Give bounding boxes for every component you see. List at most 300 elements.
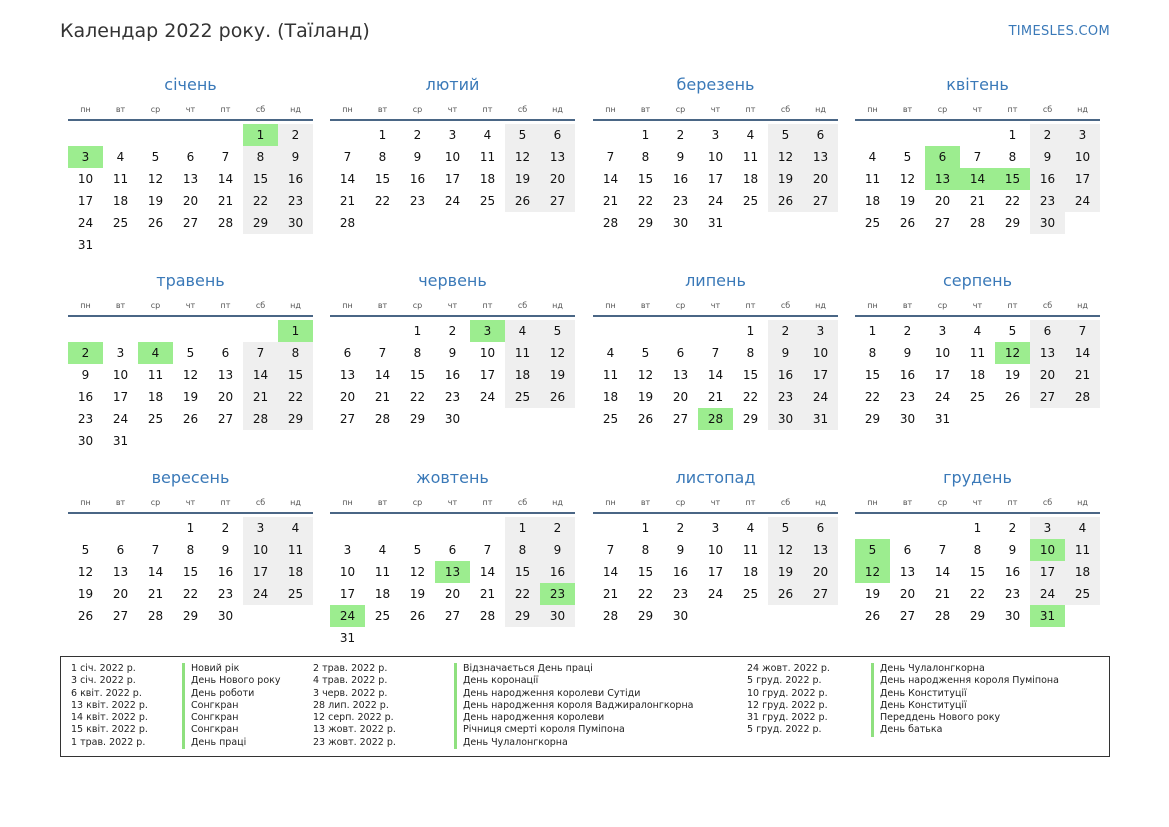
day-cell: 28 (969, 216, 986, 230)
weekday-label: нд (290, 104, 301, 114)
day-cell: 31 (803, 408, 838, 430)
month-name: грудень (943, 468, 1012, 487)
day-cell: 21 (934, 587, 951, 601)
day-cell: 15 (637, 172, 654, 186)
weekday-label: ср (412, 104, 423, 114)
day-cell: 18 (1065, 561, 1100, 583)
day-cell: 30 (1030, 212, 1065, 234)
day-cell: 17 (243, 561, 278, 583)
weekday-label: пт (1007, 497, 1018, 507)
day-cell: 25 (479, 194, 496, 208)
weekday-label: чт (185, 497, 196, 507)
legend-holiday-name: День коронації (454, 675, 694, 687)
holiday-legend (60, 656, 1110, 757)
day-cell: 25 (742, 194, 759, 208)
day-cell: 22 (409, 390, 426, 404)
day-cell: 30 (899, 412, 916, 426)
day-cell: 25 (147, 412, 164, 426)
weekday-label: чт (972, 300, 983, 310)
day-grid (330, 517, 575, 649)
day-cell: 16 (540, 561, 575, 583)
day-cell: 21 (1065, 364, 1100, 386)
legend-holiday-name: Новий рік (182, 663, 281, 675)
day-cell: 5 (768, 124, 803, 146)
weekday-label: ср (150, 300, 161, 310)
day-cell: 27 (444, 609, 461, 623)
legend-date: 12 серп. 2022 р. (313, 712, 394, 724)
day-cell: 29 (969, 609, 986, 623)
weekday-label: вт (115, 104, 126, 114)
day-cell: 28 (243, 408, 278, 430)
legend-holiday-name: День батька (871, 724, 1059, 736)
day-cell: 30 (444, 412, 461, 426)
day-cell: 30 (1004, 609, 1021, 623)
weekday-header (330, 295, 575, 317)
day-cell: 29 (409, 412, 426, 426)
month-name: квітень (946, 75, 1009, 94)
weekday-label: чт (447, 497, 458, 507)
weekday-header (330, 492, 575, 514)
day-cell: 19 (637, 390, 654, 404)
day-cell: 23 (1004, 587, 1021, 601)
day-cell: 15 (969, 565, 986, 579)
day-grid (68, 320, 313, 452)
weekday-label: пт (745, 497, 756, 507)
day-cell: 27 (899, 609, 916, 623)
day-cell: 14 (217, 172, 234, 186)
weekday-label: пн (342, 300, 353, 310)
day-cell: 3 (116, 346, 125, 360)
day-cell: 16 (217, 565, 234, 579)
holiday-day-cell: 15 (995, 168, 1030, 190)
day-cell: 9 (1030, 146, 1065, 168)
day-cell: 9 (1008, 543, 1017, 557)
day-cell: 10 (1065, 146, 1100, 168)
day-cell: 3 (711, 521, 720, 535)
day-cell: 21 (339, 194, 356, 208)
day-grid (68, 517, 313, 627)
holiday-day-cell: 1 (243, 124, 278, 146)
day-cell: 14 (602, 565, 619, 579)
day-cell: 4 (606, 346, 615, 360)
legend-date: 28 лип. 2022 р. (313, 699, 389, 711)
day-cell: 15 (182, 565, 199, 579)
day-cell: 14 (339, 172, 356, 186)
day-cell: 11 (374, 565, 391, 579)
day-cell: 29 (864, 412, 881, 426)
month-block (593, 71, 838, 234)
day-cell: 20 (803, 561, 838, 583)
day-cell: 18 (742, 172, 759, 186)
day-cell: 27 (339, 412, 356, 426)
weekday-label: ср (937, 300, 948, 310)
day-cell: 26 (77, 609, 94, 623)
month-block (68, 71, 313, 256)
day-cell: 16 (768, 364, 803, 386)
holiday-day-cell: 28 (698, 408, 733, 430)
day-cell: 30 (217, 609, 234, 623)
day-cell: 23 (409, 194, 426, 208)
day-cell: 22 (864, 390, 881, 404)
month-name: жовтень (416, 468, 489, 487)
day-cell: 16 (1030, 168, 1065, 190)
day-cell: 30 (768, 408, 803, 430)
day-cell: 12 (768, 146, 803, 168)
day-cell: 4 (505, 320, 540, 342)
day-cell: 31 (339, 631, 356, 645)
legend-holiday-name: Сонгкран (182, 724, 281, 736)
day-cell: 13 (540, 146, 575, 168)
site-link[interactable]: TIMESLES.COM (1008, 24, 1110, 39)
day-cell: 8 (1008, 150, 1017, 164)
day-cell: 7 (343, 150, 352, 164)
weekday-label: чт (710, 104, 721, 114)
day-cell: 21 (243, 386, 278, 408)
day-cell: 14 (707, 368, 724, 382)
day-cell: 21 (217, 194, 234, 208)
day-cell: 23 (1030, 190, 1065, 212)
day-cell: 9 (278, 146, 313, 168)
day-cell: 10 (479, 346, 496, 360)
day-cell: 20 (182, 194, 199, 208)
weekday-label: пт (745, 104, 756, 114)
legend-date: 13 квіт. 2022 р. (71, 699, 148, 711)
legend-date: 1 січ. 2022 р. (71, 663, 136, 674)
weekday-label: чт (710, 300, 721, 310)
legend-holiday-name: Сонгкран (182, 712, 281, 724)
weekday-label: вт (902, 300, 913, 310)
day-cell: 16 (409, 172, 426, 186)
day-cell: 29 (637, 216, 654, 230)
holiday-day-cell: 2 (68, 342, 103, 364)
day-grid (855, 517, 1100, 627)
day-cell: 26 (409, 609, 426, 623)
day-cell: 18 (602, 390, 619, 404)
weekday-label: вт (902, 497, 913, 507)
weekday-header (593, 492, 838, 514)
day-cell: 16 (1004, 565, 1021, 579)
day-cell: 25 (505, 386, 540, 408)
weekday-label: вт (640, 300, 651, 310)
weekday-label: нд (1077, 104, 1088, 114)
holiday-day-cell: 3 (68, 146, 103, 168)
weekday-label: нд (815, 300, 826, 310)
day-cell: 18 (742, 565, 759, 579)
day-cell: 1 (505, 517, 540, 539)
day-cell: 23 (77, 412, 94, 426)
weekday-label: пн (80, 104, 91, 114)
day-cell: 24 (934, 390, 951, 404)
day-cell: 30 (540, 605, 575, 627)
weekday-header (855, 99, 1100, 121)
day-cell: 13 (339, 368, 356, 382)
legend-dates-column (747, 663, 830, 737)
day-cell: 5 (1008, 324, 1017, 338)
day-cell: 4 (378, 543, 387, 557)
day-cell: 26 (768, 190, 803, 212)
weekday-label: пн (605, 104, 616, 114)
weekday-label: пт (220, 497, 231, 507)
day-cell: 28 (147, 609, 164, 623)
weekday-label: пт (482, 104, 493, 114)
day-cell: 10 (77, 172, 94, 186)
legend-date: 6 квіт. 2022 р. (71, 687, 142, 699)
legend-holiday-name: День роботи (182, 688, 281, 700)
legend-holiday-name: День народження королеви (454, 712, 694, 724)
weekday-header (68, 99, 313, 121)
weekday-header (68, 492, 313, 514)
day-cell: 13 (803, 539, 838, 561)
day-cell: 17 (112, 390, 129, 404)
day-cell: 20 (444, 587, 461, 601)
day-cell: 6 (903, 543, 912, 557)
month-block (855, 71, 1100, 234)
day-cell: 17 (1065, 168, 1100, 190)
day-cell: 27 (672, 412, 689, 426)
day-cell: 20 (803, 168, 838, 190)
day-cell: 5 (81, 543, 90, 557)
day-cell: 16 (278, 168, 313, 190)
holiday-day-cell: 31 (1030, 605, 1065, 627)
day-cell: 27 (803, 190, 838, 212)
day-cell: 4 (483, 128, 492, 142)
legend-date: 15 квіт. 2022 р. (71, 724, 148, 736)
day-cell: 28 (374, 412, 391, 426)
day-cell: 11 (147, 368, 164, 382)
day-cell: 23 (899, 390, 916, 404)
month-block (330, 464, 575, 649)
month-block (330, 71, 575, 234)
day-cell: 15 (278, 364, 313, 386)
day-cell: 23 (217, 587, 234, 601)
day-cell: 14 (147, 565, 164, 579)
day-cell: 5 (186, 346, 195, 360)
day-cell: 13 (803, 146, 838, 168)
day-cell: 29 (1004, 216, 1021, 230)
weekday-label: пн (867, 497, 878, 507)
day-cell: 5 (151, 150, 160, 164)
day-cell: 25 (742, 587, 759, 601)
day-cell: 14 (243, 364, 278, 386)
day-cell: 8 (186, 543, 195, 557)
day-cell: 20 (112, 587, 129, 601)
legend-date: 2 трав. 2022 р. (313, 663, 388, 674)
day-cell: 17 (707, 565, 724, 579)
weekday-header (855, 492, 1100, 514)
month-name: вересень (151, 468, 230, 487)
day-cell: 24 (707, 587, 724, 601)
weekday-label: сб (517, 104, 528, 114)
legend-holiday-name: День Конституції (871, 700, 1059, 712)
day-cell: 13 (217, 368, 234, 382)
holiday-day-cell: 23 (540, 583, 575, 605)
day-cell: 25 (278, 583, 313, 605)
day-cell: 23 (768, 386, 803, 408)
legend-date: 10 груд. 2022 р. (747, 687, 828, 699)
day-cell: 20 (217, 390, 234, 404)
day-cell: 11 (479, 150, 496, 164)
day-cell: 15 (864, 368, 881, 382)
day-cell: 13 (182, 172, 199, 186)
day-cell: 19 (768, 561, 803, 583)
day-cell: 2 (768, 320, 803, 342)
weekday-label: нд (552, 300, 563, 310)
day-cell: 3 (938, 324, 947, 338)
day-cell: 7 (243, 342, 278, 364)
weekday-header (593, 99, 838, 121)
day-cell: 21 (374, 390, 391, 404)
day-cell: 19 (147, 194, 164, 208)
weekday-label: сб (517, 497, 528, 507)
weekday-label: сб (255, 300, 266, 310)
day-cell: 11 (602, 368, 619, 382)
day-cell: 3 (1065, 124, 1100, 146)
day-cell: 6 (116, 543, 125, 557)
day-cell: 18 (147, 390, 164, 404)
day-cell: 10 (803, 342, 838, 364)
day-cell: 20 (899, 587, 916, 601)
weekday-label: сб (255, 497, 266, 507)
legend-dates-column (313, 663, 396, 749)
month-name: березень (676, 75, 755, 94)
day-grid (855, 320, 1100, 430)
day-cell: 27 (803, 583, 838, 605)
weekday-header (330, 99, 575, 121)
day-cell: 23 (444, 390, 461, 404)
weekday-label: ср (412, 300, 423, 310)
day-cell: 27 (182, 216, 199, 230)
day-cell: 6 (1030, 320, 1065, 342)
day-cell: 25 (969, 390, 986, 404)
legend-holiday-name: Переддень Нового року (871, 712, 1059, 724)
day-cell: 4 (973, 324, 982, 338)
month-block (68, 464, 313, 627)
day-cell: 13 (672, 368, 689, 382)
day-cell: 31 (934, 412, 951, 426)
day-cell: 3 (243, 517, 278, 539)
day-cell: 21 (602, 587, 619, 601)
day-cell: 11 (112, 172, 129, 186)
day-cell: 12 (77, 565, 94, 579)
day-cell: 26 (540, 386, 575, 408)
legend-holiday-name: День народження короля Пуміпона (871, 675, 1059, 687)
weekday-label: чт (972, 104, 983, 114)
weekday-label: вт (640, 104, 651, 114)
day-cell: 24 (1030, 583, 1065, 605)
weekday-label: ср (412, 497, 423, 507)
day-cell: 2 (278, 124, 313, 146)
day-cell: 21 (602, 194, 619, 208)
day-cell: 22 (243, 190, 278, 212)
day-cell: 31 (77, 238, 94, 252)
day-cell: 23 (278, 190, 313, 212)
weekday-label: сб (255, 104, 266, 114)
day-cell: 8 (868, 346, 877, 360)
day-cell: 22 (637, 194, 654, 208)
legend-holiday-name: Сонгкран (182, 700, 281, 712)
day-cell: 26 (147, 216, 164, 230)
day-cell: 7 (483, 543, 492, 557)
day-cell: 14 (602, 172, 619, 186)
day-cell: 18 (278, 561, 313, 583)
day-cell: 7 (938, 543, 947, 557)
weekday-label: вт (377, 104, 388, 114)
day-cell: 26 (1004, 390, 1021, 404)
day-cell: 18 (479, 172, 496, 186)
day-cell: 7 (606, 150, 615, 164)
day-cell: 7 (378, 346, 387, 360)
day-cell: 19 (768, 168, 803, 190)
day-cell: 1 (868, 324, 877, 338)
day-cell: 17 (339, 587, 356, 601)
day-cell: 12 (505, 146, 540, 168)
legend-holiday-name: Відзначається День праці (454, 663, 694, 675)
day-cell: 2 (221, 521, 230, 535)
day-cell: 12 (768, 539, 803, 561)
weekday-label: ср (675, 300, 686, 310)
day-cell: 22 (182, 587, 199, 601)
day-cell: 16 (672, 172, 689, 186)
legend-names-column (454, 663, 694, 749)
day-cell: 1 (641, 128, 650, 142)
day-cell: 12 (899, 172, 916, 186)
legend-date: 3 січ. 2022 р. (71, 675, 136, 687)
weekday-label: пн (605, 497, 616, 507)
legend-names-column (871, 663, 1059, 737)
legend-holiday-name: День Нового року (182, 675, 281, 687)
day-cell: 11 (742, 543, 759, 557)
day-cell: 2 (676, 521, 685, 535)
day-cell: 10 (339, 565, 356, 579)
day-cell: 15 (243, 168, 278, 190)
day-cell: 5 (505, 124, 540, 146)
day-cell: 29 (243, 212, 278, 234)
day-cell: 17 (479, 368, 496, 382)
day-cell: 16 (899, 368, 916, 382)
day-cell: 6 (540, 124, 575, 146)
day-cell: 16 (444, 368, 461, 382)
weekday-label: чт (447, 104, 458, 114)
weekday-header (68, 295, 313, 317)
day-cell: 18 (864, 194, 881, 208)
holiday-day-cell: 3 (470, 320, 505, 342)
day-cell: 26 (505, 190, 540, 212)
day-cell: 10 (112, 368, 129, 382)
day-cell: 20 (1030, 364, 1065, 386)
weekday-label: чт (185, 300, 196, 310)
day-cell: 1 (641, 521, 650, 535)
weekday-label: пт (220, 104, 231, 114)
day-cell: 17 (1030, 561, 1065, 583)
weekday-label: вт (377, 300, 388, 310)
day-cell: 28 (602, 216, 619, 230)
day-cell: 17 (77, 194, 94, 208)
day-cell: 8 (973, 543, 982, 557)
day-cell: 1 (973, 521, 982, 535)
weekday-label: ср (675, 104, 686, 114)
day-cell: 30 (278, 212, 313, 234)
day-cell: 25 (1065, 583, 1100, 605)
day-cell: 12 (147, 172, 164, 186)
weekday-label: ср (150, 104, 161, 114)
holiday-day-cell: 5 (855, 539, 890, 561)
legend-holiday-name: День Конституції (871, 688, 1059, 700)
day-cell: 14 (1065, 342, 1100, 364)
day-cell: 23 (672, 587, 689, 601)
day-cell: 19 (77, 587, 94, 601)
day-cell: 29 (637, 609, 654, 623)
weekday-label: нд (815, 104, 826, 114)
